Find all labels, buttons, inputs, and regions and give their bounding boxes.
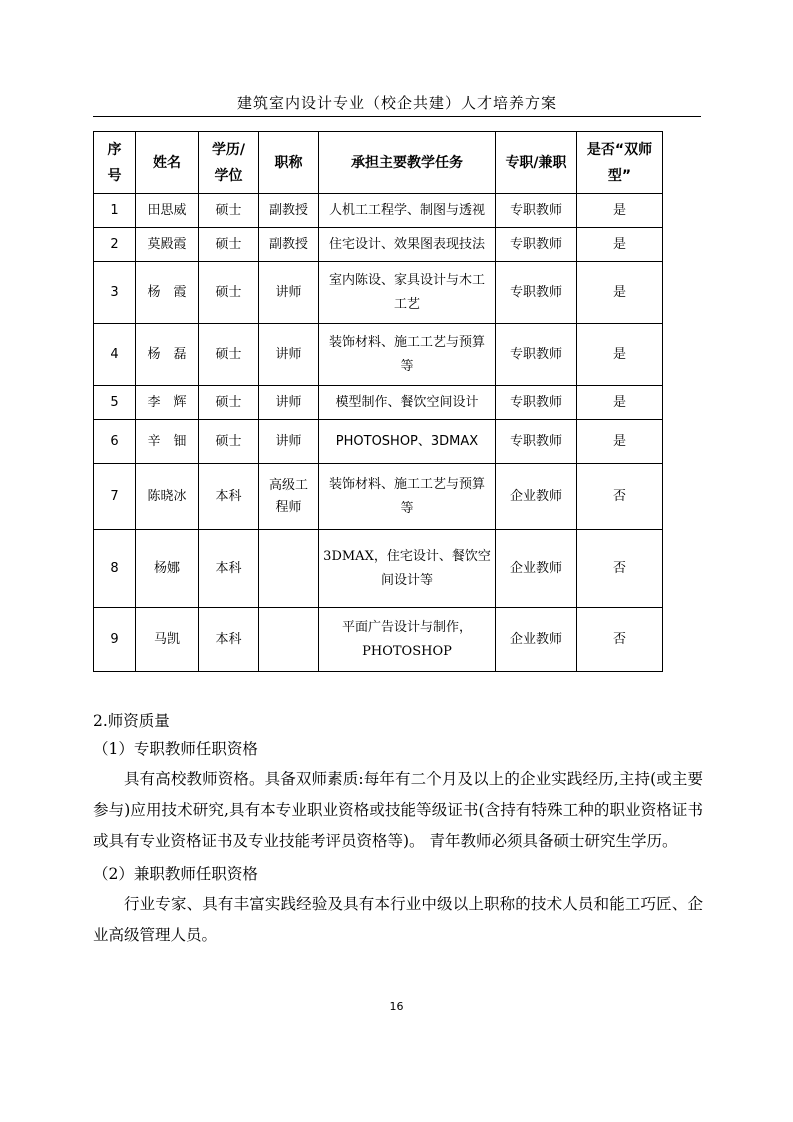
cell-index: 1 <box>94 194 136 228</box>
cell-tasks: 3DMAX，住宅设计、餐饮空 间设计等 <box>319 530 496 608</box>
section-teacher-quality <box>93 710 703 951</box>
header-rule <box>93 116 701 117</box>
cell-name: 马凯 <box>136 608 199 672</box>
cell-tasks: 装饰材料、施工工艺与预算 等 <box>319 464 496 530</box>
cell-degree: 硕士 <box>199 420 259 464</box>
cell-dual: 是 <box>577 262 663 324</box>
cell-index: 8 <box>94 530 136 608</box>
cell-type: 专职教师 <box>496 420 577 464</box>
subsection-heading-fulltime: （1）专职教师任职资格 <box>93 740 258 758</box>
cell-degree: 硕士 <box>199 194 259 228</box>
header-cell-title: 职称 <box>259 132 319 194</box>
cell-index: 2 <box>94 228 136 262</box>
cell-index: 3 <box>94 262 136 324</box>
table-row <box>94 194 663 228</box>
table-row <box>94 464 663 530</box>
cell-index: 9 <box>94 608 136 672</box>
cell-name: 杨娜 <box>136 530 199 608</box>
cell-degree: 硕士 <box>199 386 259 420</box>
table-row <box>94 324 663 386</box>
cell-title: 高级工 程师 <box>259 464 319 530</box>
cell-tasks: 人机工工程学、制图与透视 <box>319 194 496 228</box>
cell-type: 企业教师 <box>496 464 577 530</box>
header-cell-dual: 是否“双师 型” <box>577 132 663 194</box>
table-row <box>94 386 663 420</box>
table-row <box>94 262 663 324</box>
cell-name: 田思威 <box>136 194 199 228</box>
cell-title: 副教授 <box>259 228 319 262</box>
cell-index: 7 <box>94 464 136 530</box>
cell-title: 讲师 <box>259 324 319 386</box>
table-row <box>94 228 663 262</box>
cell-title <box>259 608 319 672</box>
cell-dual: 否 <box>577 464 663 530</box>
subsection-heading-parttime: （2）兼职教师任职资格 <box>93 865 258 883</box>
page-number: 16 <box>389 1000 404 1013</box>
cell-degree: 本科 <box>199 608 259 672</box>
document-header-title: 建筑室内设计专业（校企共建）人才培养方案 <box>236 94 557 112</box>
table-row <box>94 608 663 672</box>
cell-tasks: 模型制作、餐饮空间设计 <box>319 386 496 420</box>
cell-type: 专职教师 <box>496 194 577 228</box>
cell-degree: 硕士 <box>199 324 259 386</box>
cell-name: 李 辉 <box>136 386 199 420</box>
cell-title <box>259 530 319 608</box>
cell-tasks: 平面广告设计与制作， PHOTOSHOP <box>319 608 496 672</box>
cell-tasks: 住宅设计、效果图表现技法 <box>319 228 496 262</box>
cell-tasks: 室内陈设、家具设计与木工 工艺 <box>319 262 496 324</box>
cell-dual: 是 <box>577 420 663 464</box>
cell-title: 讲师 <box>259 262 319 324</box>
staff-table <box>93 131 663 672</box>
table-row <box>94 530 663 608</box>
cell-dual: 是 <box>577 194 663 228</box>
cell-type: 企业教师 <box>496 608 577 672</box>
header-cell-degree: 学历/ 学位 <box>199 132 259 194</box>
cell-name: 陈晓冰 <box>136 464 199 530</box>
section-heading: 2.师资质量 <box>93 712 170 730</box>
header-cell-tasks: 承担主要教学任务 <box>319 132 496 194</box>
cell-type: 专职教师 <box>496 228 577 262</box>
cell-name: 莫殿霞 <box>136 228 199 262</box>
cell-tasks: 装饰材料、施工工艺与预算 等 <box>319 324 496 386</box>
cell-degree: 硕士 <box>199 262 259 324</box>
cell-title: 讲师 <box>259 420 319 464</box>
cell-name: 杨 霞 <box>136 262 199 324</box>
cell-title: 讲师 <box>259 386 319 420</box>
cell-degree: 本科 <box>199 530 259 608</box>
cell-index: 5 <box>94 386 136 420</box>
header-cell-name: 姓名 <box>136 132 199 194</box>
header-cell-index: 序 号 <box>94 132 136 194</box>
cell-type: 企业教师 <box>496 530 577 608</box>
cell-type: 专职教师 <box>496 324 577 386</box>
cell-dual: 否 <box>577 530 663 608</box>
cell-name: 辛 钿 <box>136 420 199 464</box>
cell-dual: 是 <box>577 324 663 386</box>
table-header-row <box>94 132 663 194</box>
table-row <box>94 420 663 464</box>
cell-index: 6 <box>94 420 136 464</box>
cell-dual: 是 <box>577 386 663 420</box>
cell-dual: 是 <box>577 228 663 262</box>
cell-degree: 硕士 <box>199 228 259 262</box>
cell-tasks: PHOTOSHOP、3DMAX <box>319 420 496 464</box>
header-cell-type: 专职/兼职 <box>496 132 577 194</box>
cell-title: 副教授 <box>259 194 319 228</box>
cell-type: 专职教师 <box>496 386 577 420</box>
cell-dual: 否 <box>577 608 663 672</box>
paragraph-parttime-qualifications: 行业专家、具有丰富实践经验及具有本行业中级以上职称的技术人员和能工巧匠、企业高级管理人员。 <box>93 895 703 944</box>
cell-index: 4 <box>94 324 136 386</box>
paragraph-fulltime-qualifications: 具有高校教师资格。具备双师素质:每年有二个月及以上的企业实践经历,主持(或主要参与)应用技术研究,具有本专业职业资格或技能等级证书(含持有特殊工种的职业资格证书或具有专业资格证书及专业技能考评员资格等)。 青年教师必须具备硕士研究生学历。 <box>93 770 703 850</box>
cell-degree: 本科 <box>199 464 259 530</box>
cell-name: 杨 磊 <box>136 324 199 386</box>
cell-type: 专职教师 <box>496 262 577 324</box>
